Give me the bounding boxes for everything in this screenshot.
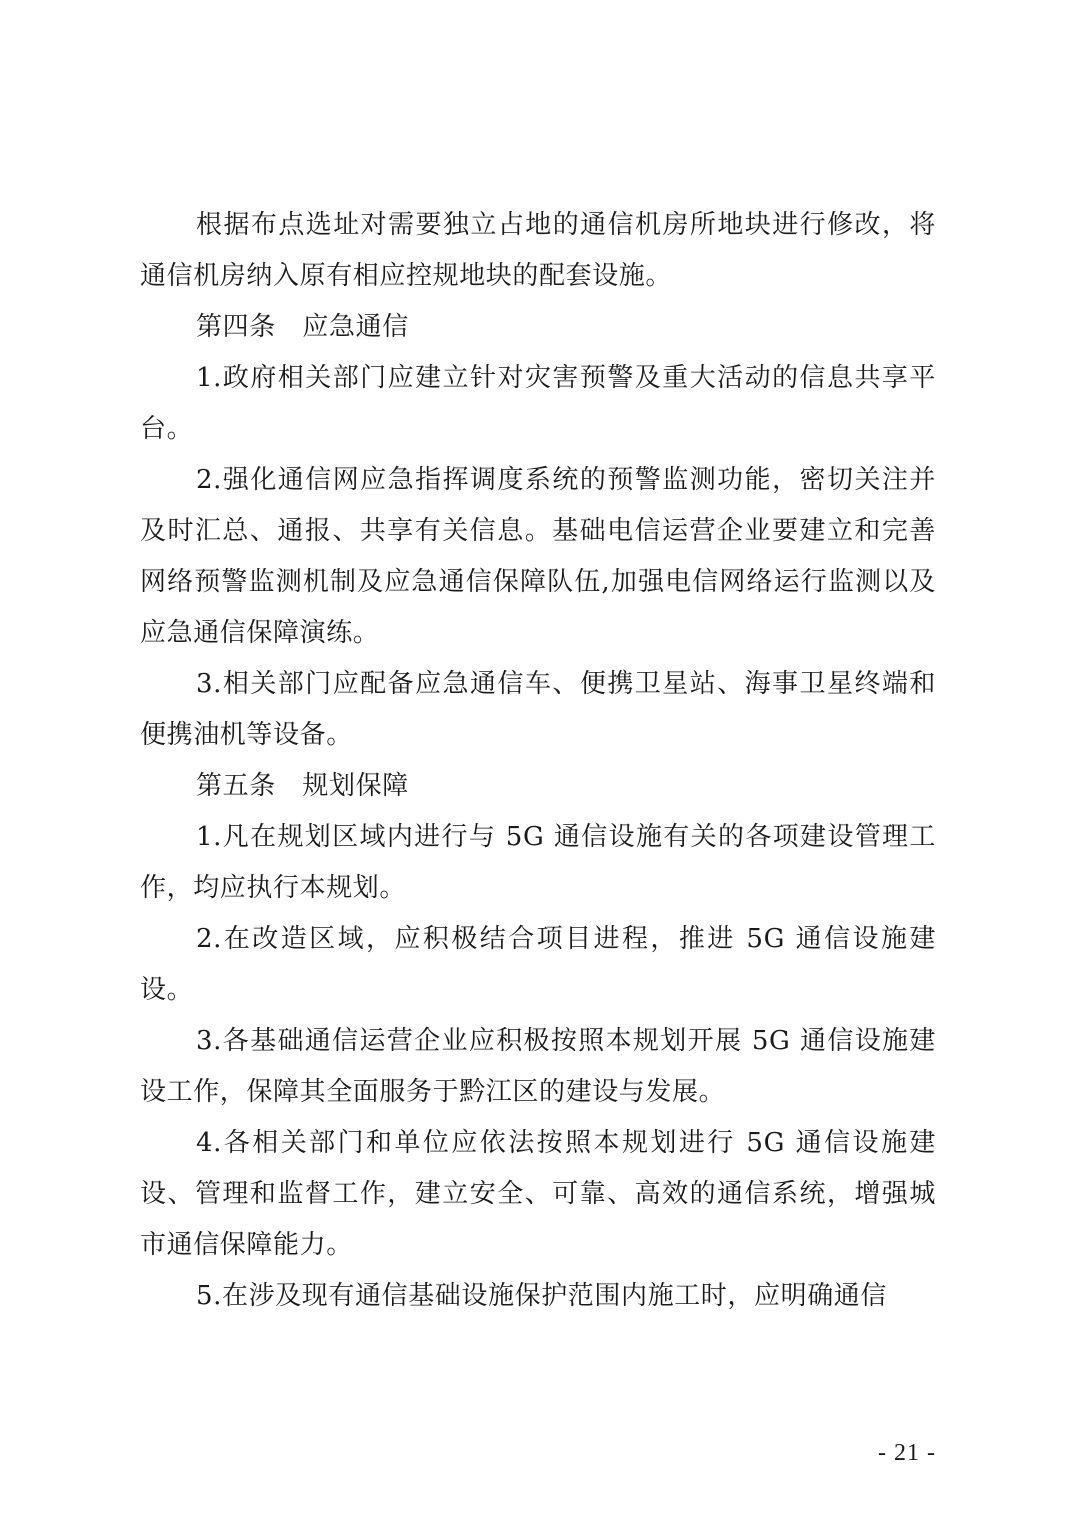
paragraph-4-1: 1.政府相关部门应建立针对灾害预警及重大活动的信息共享平台。 [140, 363, 936, 444]
document-body [140, 200, 936, 1322]
paragraph-4-3: 3.相关部门应配备应急通信车、便携卫星站、海事卫星终端和便携油机等设备。 [140, 669, 936, 750]
paragraph-4-2: 2.强化通信网应急指挥调度系统的预警监测功能，密切关注并及时汇总、通报、共享有关信息。基础电信运营企业要建立和完善网络预警监测机制及应急通信保障队伍,加强电信网络运行监测以及应急通信保障演练。 [140, 465, 936, 648]
page-number: - 21 - [878, 1440, 936, 1466]
paragraph-5-2: 2.在改造区域，应积极结合项目进程，推进 5G 通信设施建设。 [140, 924, 936, 1005]
paragraph-site-selection: 根据布点选址对需要独立占地的通信机房所地块进行修改，将通信机房纳入原有相应控规地块的配套设施。 [140, 210, 936, 291]
paragraph-5-4: 4.各相关部门和单位应依法按照本规划进行 5G 通信设施建设、管理和监督工作，建立安全、可靠、高效的通信系统，增强城市通信保障能力。 [140, 1128, 936, 1260]
paragraph-5-3: 3.各基础通信运营企业应积极按照本规划开展 5G 通信设施建设工作，保障其全面服务于黔江区的建设与发展。 [140, 1026, 936, 1107]
paragraph-5-5: 5.在涉及现有通信基础设施保护范围内施工时，应明确通信 [196, 1281, 888, 1311]
heading-article-5: 第五条 规划保障 [196, 771, 409, 801]
paragraph-5-1: 1.凡在规划区域内进行与 5G 通信设施有关的各项建设管理工作，均应执行本规划。 [140, 822, 936, 903]
heading-article-4: 第四条 应急通信 [196, 312, 409, 342]
